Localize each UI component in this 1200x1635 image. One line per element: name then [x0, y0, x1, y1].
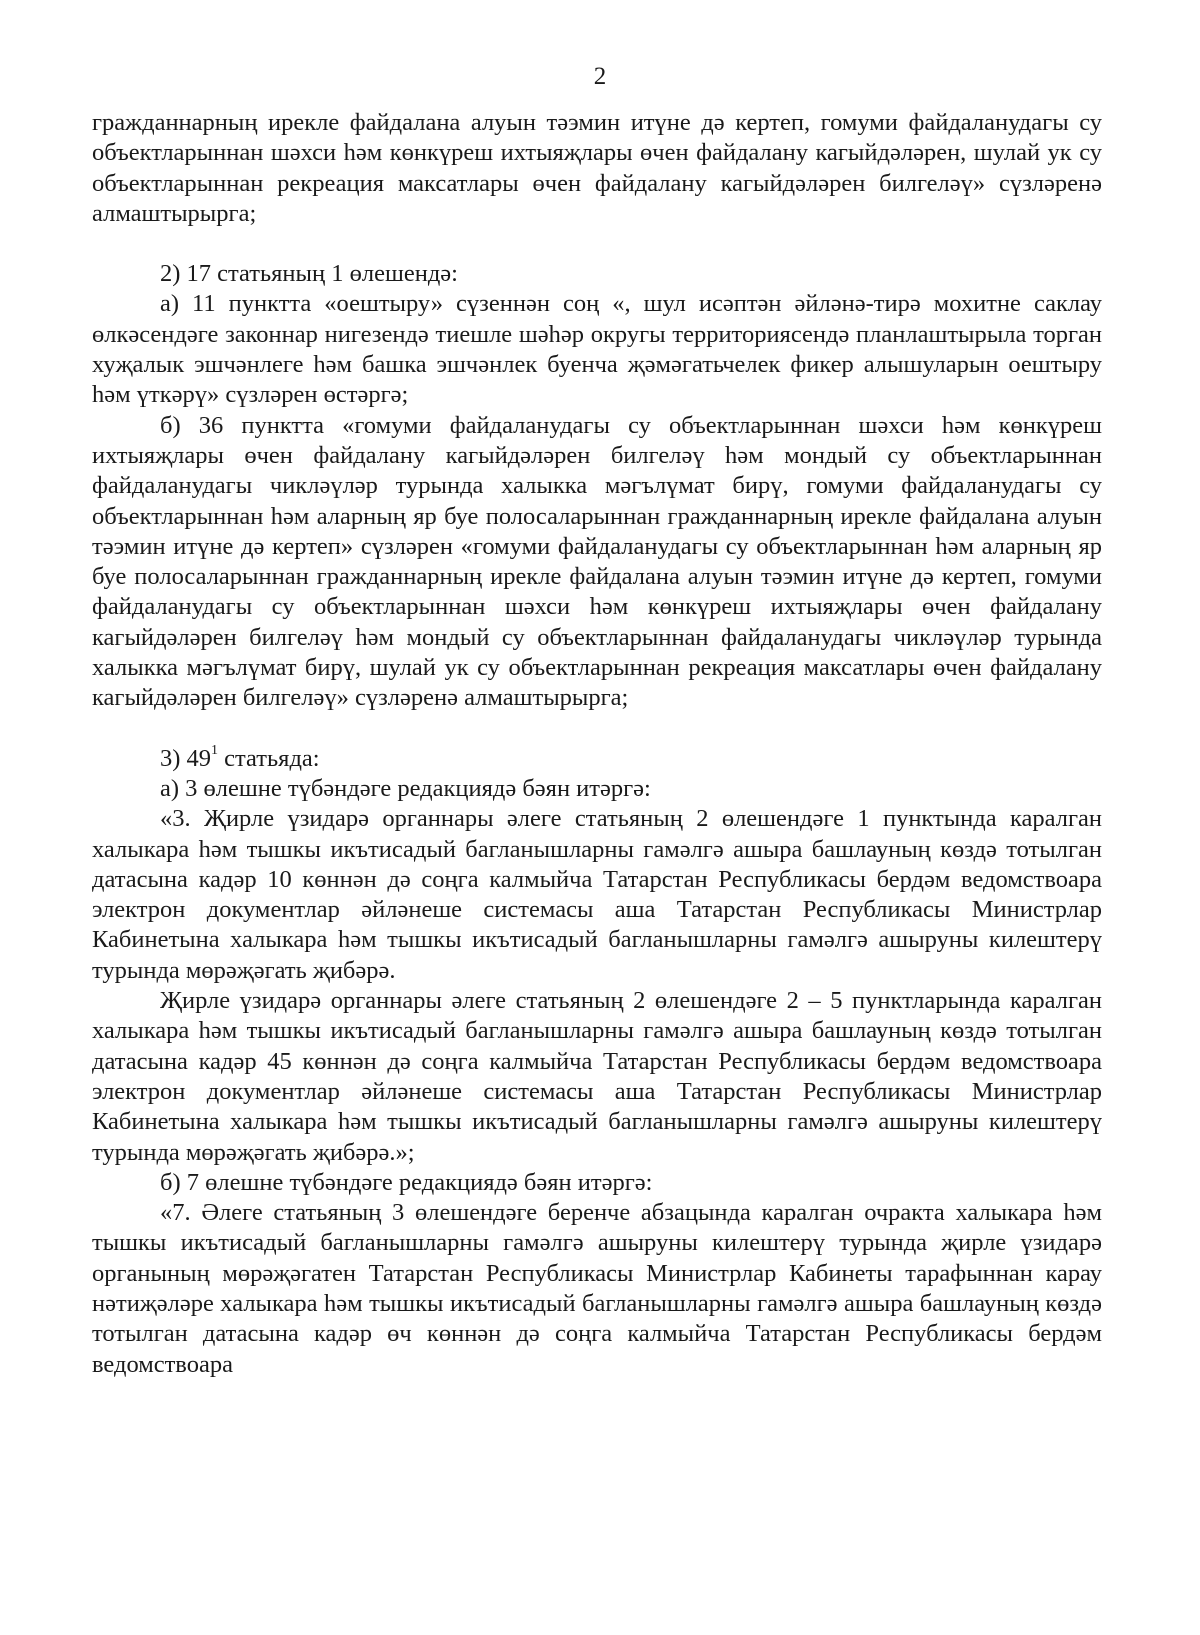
paragraph-gap: [92, 714, 1102, 744]
item3-suffix: статьяда:: [218, 744, 320, 772]
page-number: 2: [593, 63, 607, 90]
paragraph-gap: [92, 229, 1102, 259]
paragraph-subitem-b-part-7: б) 7 өлешне түбәндәге редакциядә бәян итәргә:: [160, 1168, 653, 1196]
paragraph-quote-part-3: «3. Җирле үзидарә органнары әлеге статьяның 2 өлешендәге 1 пунктында каралган халыкара һәм тышкы икътисадый багланышларны гамәлгә ашыра башлауның көздә тотылган датасына кадәр 10 көннән дә соңга калмыйча Татарстан Республикасы бердәм ведомствоара электрон документлар әйләнеше системасы аша Татарстан Республикасы Министрлар Кабинетына халыкара һәм тышкы икътисадый багланышларны гамәлгә ашыруны килештерү турында мөрәҗәгать җибәрә.: [92, 805, 1102, 984]
paragraph-subitem-a-part-3: а) 3 өлешне түбәндәге редакциядә бәян итәргә:: [160, 774, 651, 802]
paragraph-quote-part-3-second: Җирле үзидарә органнары әлеге статьяның 2 өлешендәге 2 – 5 пунктларында каралган халыкара һәм тышкы икътисадый багланышларны гамәлгә ашыра башлауның көздә тотылган датасына кадәр 45 көннән дә соңга калмыйча Татарстан Республикасы бердәм ведомствоара электрон документлар әйләнеше системасы аша Татарстан Республикасы Министрлар Кабинетына халыкара һәм тышкы икътисадый багланышларны гамәлгә ашыруны килештерү турында мөрәҗәгать җибәрә.»;: [92, 987, 1102, 1166]
paragraph-continuation: гражданнарның ирекле файдалана алуын тәэмин итүне дә кертеп, гомуми файдаланудагы су объектларыннан шәхси һәм көнкүреш ихтыяҗлары өчен файдалану кагыйдәләрен, шулай ук су объектларыннан рекреация максатлары өчен файдалану кагыйдәләрен билгеләү» сүзләренә алмаштырырга;: [92, 109, 1102, 227]
item3-superscript: 1: [211, 743, 219, 759]
paragraph-subitem-b: б) 36 пунктта «гомуми файдаланудагы су объектларыннан шәхси һәм көнкүреш ихтыяҗлары өчен файдалану кагыйдәләрен билгеләү һәм мондый су объектларыннан файдаланудагы чикләүләр турында халыкка мәгълүмат бирү, гомуми файдаланудагы су объектларыннан һәм аларның яр буе полосаларыннан гражданнарның ирекле файдалана алуын тәэмин итүне дә кертеп» сүзләрен «гомуми файдаланудагы су объектларыннан һәм аларның яр буе полосаларыннан гражданнарның ирекле файдалана алуын тәэмин итүне дә кертеп, гомуми файдаланудагы су объектларыннан шәхси һәм көнкүреш ихтыяҗлары өчен файдалану кагыйдәләрен билгеләү һәм мондый су объектларыннан файдаланудагы чикләүләр турында халыкка мәгълүмат бирү, шулай ук су объектларыннан рекреация максатлары өчен файдалану кагыйдәләрен билгеләү» сүзләренә алмаштырырга;: [92, 411, 1102, 712]
document-body: [92, 108, 1102, 1380]
item3-prefix: 3) 49: [160, 744, 212, 772]
paragraph-item-3: [92, 744, 1102, 774]
paragraph-subitem-a: а) 11 пунктта «оештыру» сүзеннән соң «, шул исәптән әйләнә-тирә мохитне саклау өлкәсендәге законнар нигезендә тиешле шәһәр округы территориясендә планлаштырыла торган хуҗалык эшчәнлеге һәм башка эшчәнлек буенча җәмәгатьчелек фикер алышуларын оештыру һәм үткәрү» сүзләрен өстәргә;: [92, 290, 1102, 409]
paragraph-item-2: 2) 17 статьяның 1 өлешендә:: [160, 260, 458, 288]
paragraph-quote-part-7: «7. Әлеге статьяның 3 өлешендәге беренче абзацында каралган очракта халыкара һәм тышкы икътисадый багланышларны гамәлгә ашыруны килештерү турында җирле үзидарә органының мөрәҗәгатен Татарстан Республикасы Министрлар Кабинеты тарафыннан карау нәтиҗәләре халыкара һәм тышкы икътисадый багланышларны гамәлгә ашыра башлауның көздә тотылган датасына кадәр өч көннән дә соңга калмыйча Татарстан Республикасы бердәм ведомствоара: [92, 1199, 1102, 1378]
